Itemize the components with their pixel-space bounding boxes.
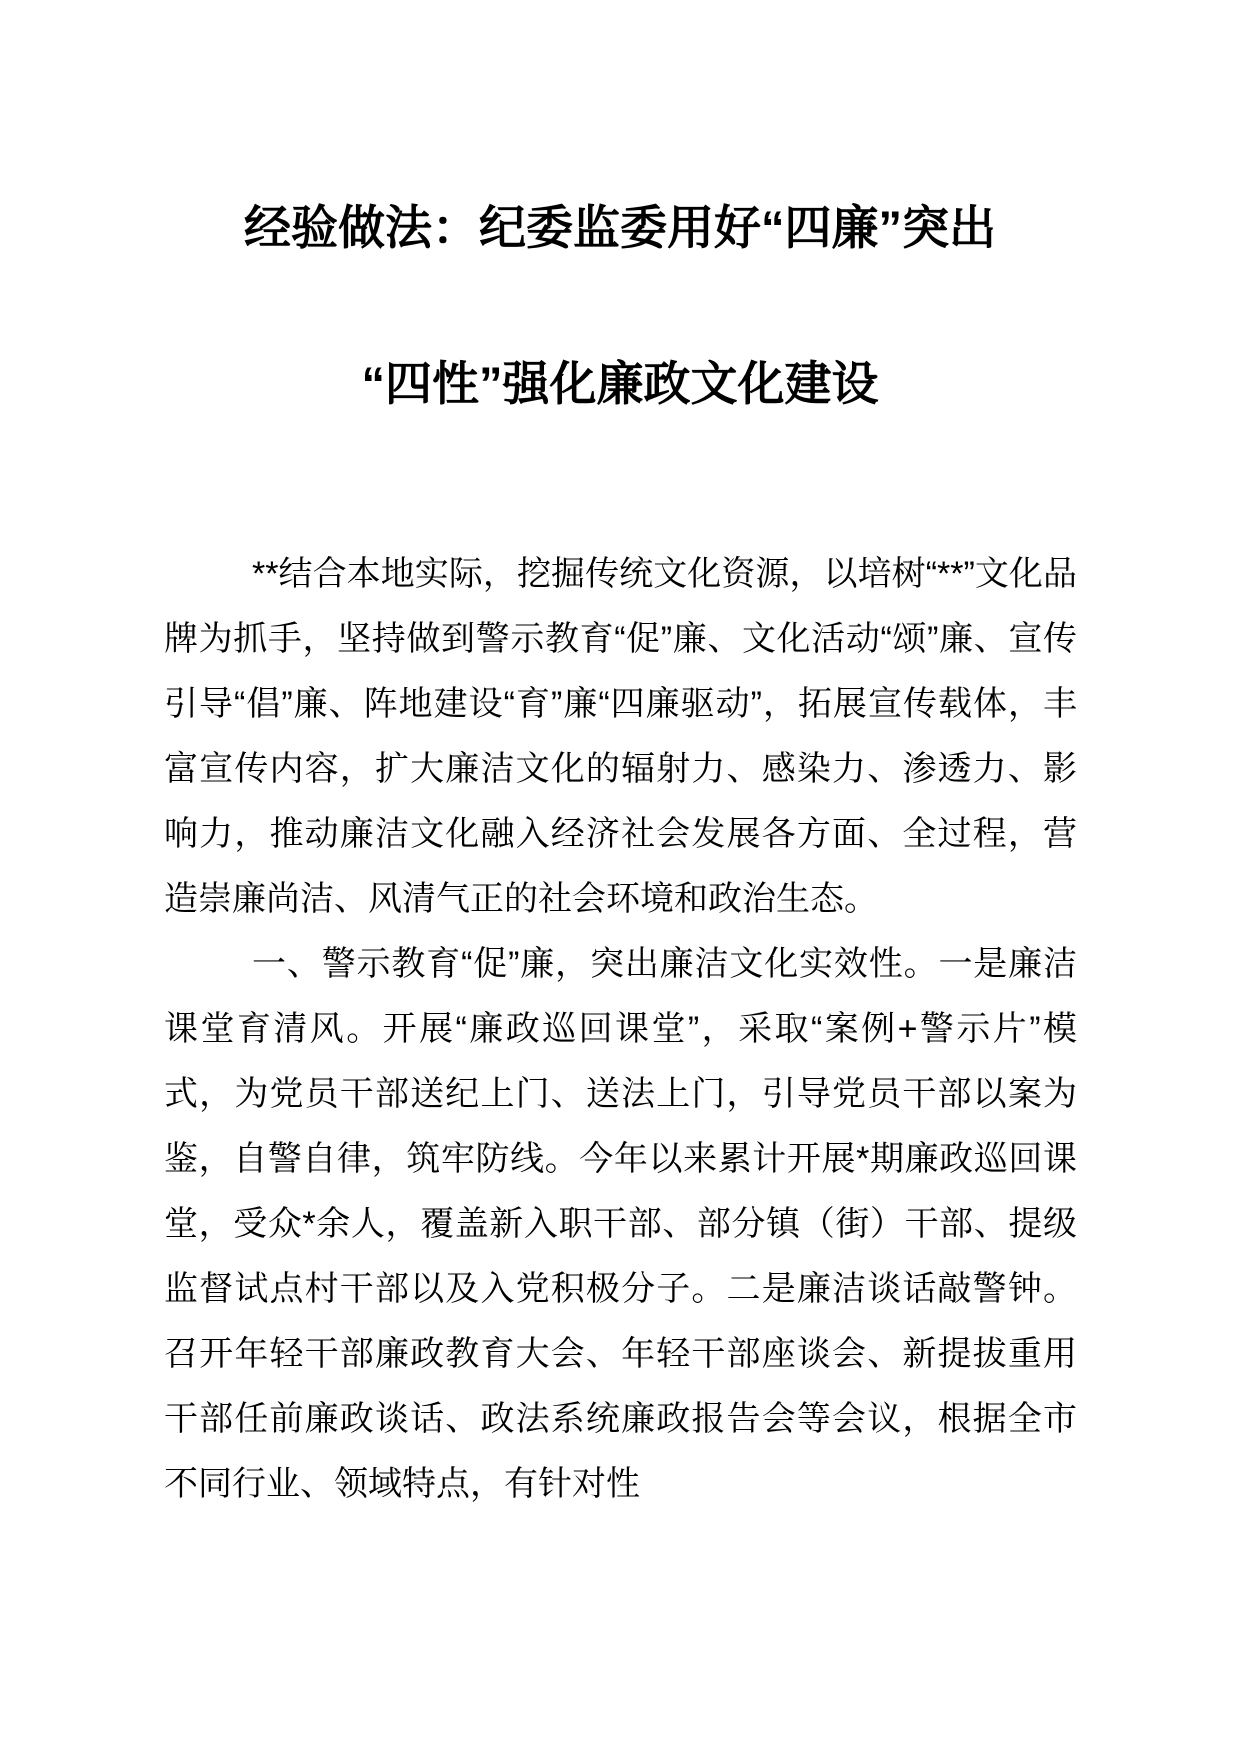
title-line-2: “四性”强化廉政文化建设 xyxy=(361,357,879,410)
document-body xyxy=(164,542,1077,1517)
document-title xyxy=(0,0,1240,412)
paragraph-section-one: 一、警示教育“促”廉，突出廉洁文化实效性。一是廉洁课堂育清风。开展“廉政巡回课堂”，采取“案例+警示片”模式，为党员干部送纪上门、送法上门，引导党员干部以案为鉴，自警自律，筑牢防线。今年以来累计开展*期廉政巡回课堂，受众*余人，覆盖新入职干部、部分镇（街）干部、提级监督试点村干部以及入党积极分子。二是廉洁谈话敲警钟。召开年轻干部廉政教育大会、年轻干部座谈会、新提拔重用干部任前廉政谈话、政法系统廉政报告会等会议，根据全市不同行业、领域特点，有针对性 xyxy=(164,945,1077,1503)
paragraph-intro: **结合本地实际，挖掘传统文化资源，以培树“**”文化品牌为抓手，坚持做到警示教育“促”廉、文化活动“颂”廉、宣传引导“倡”廉、阵地建设“育”廉“四廉驱动”，拓展宣传载体，丰富宣传内容，扩大廉洁文化的辐射力、感染力、渗透力、影响力，推动廉洁文化融入经济社会发展各方面、全过程，营造崇廉尚洁、风清气正的社会环境和政治生态。 xyxy=(164,555,1077,918)
title-line-1: 经验做法：纪委监委用好“四廉”突出 xyxy=(244,201,996,254)
